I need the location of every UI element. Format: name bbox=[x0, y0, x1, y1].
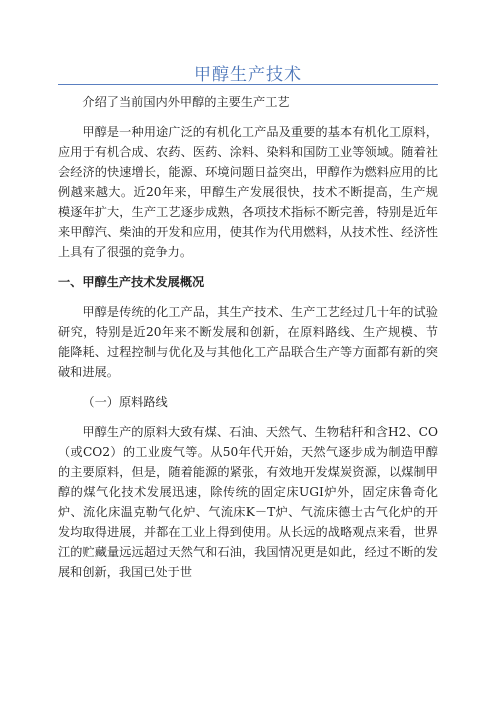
paragraph-3: 甲醇生产的原料大致有煤、石油、天然气、生物秸秆和含H2、CO（或CO2）的工业废气等。从50年代开始，天然气逐步成为制造甲醇的主要原料，但是，随着能源的紧张，有效地开发煤炭资源，以煤制甲醇的煤气化技术发展迅速，除传统的固定床UGI炉外，固定床鲁奇化炉、流化床温克勒气化炉、气流床K－T炉、气流床德士古气化炉的开发均取得进展，并都在工业上得到使用。从长远的战略观点来看，世界江的贮藏量远远超过天然气和石油，我国情况更是如此，经过不断的发展和创新，我国已处于世 bbox=[58, 425, 438, 579]
document-body bbox=[58, 92, 438, 592]
intro-paragraph: 介绍了当前国内外甲醇的主要生产工艺 bbox=[82, 95, 290, 109]
paragraph-1: 甲醇是一种用途广泛的有机化工产品及重要的基本有机化工原料，应用于有机合成、农药、医药、涂料、染料和国防工业等领域。随着社会经济的快速增长，能源、环境问题日益突出，甲醇作为燃料应用的比例越来越大。近20年来，甲醇生产发展很快，技术不断提高，生产规模逐年扩大，生产工艺逐步成熟，各项技术指标不断完善，特别是近年来甲醇汽、柴油的开发和应用，使其作为代用燃料，从技术性、经济性上具有了很强的竞争力。 bbox=[58, 125, 438, 259]
section-heading-1: 一、甲醇生产技术发展概况 bbox=[58, 275, 205, 289]
title-divider bbox=[58, 84, 438, 85]
subsection-heading-1: （一）原料路线 bbox=[82, 395, 168, 409]
paragraph-2: 甲醇是传统的化工产品，其生产技术、生产工艺经过几十年的试验研究，特别是近20年来不断发展和创新，在原料路线、生产规模、节能降耗、过程控制与优化及与其他化工产品联合生产等方面都有新的突破和进展。 bbox=[58, 305, 438, 379]
document-title: 甲醇生产技术 bbox=[194, 65, 302, 85]
